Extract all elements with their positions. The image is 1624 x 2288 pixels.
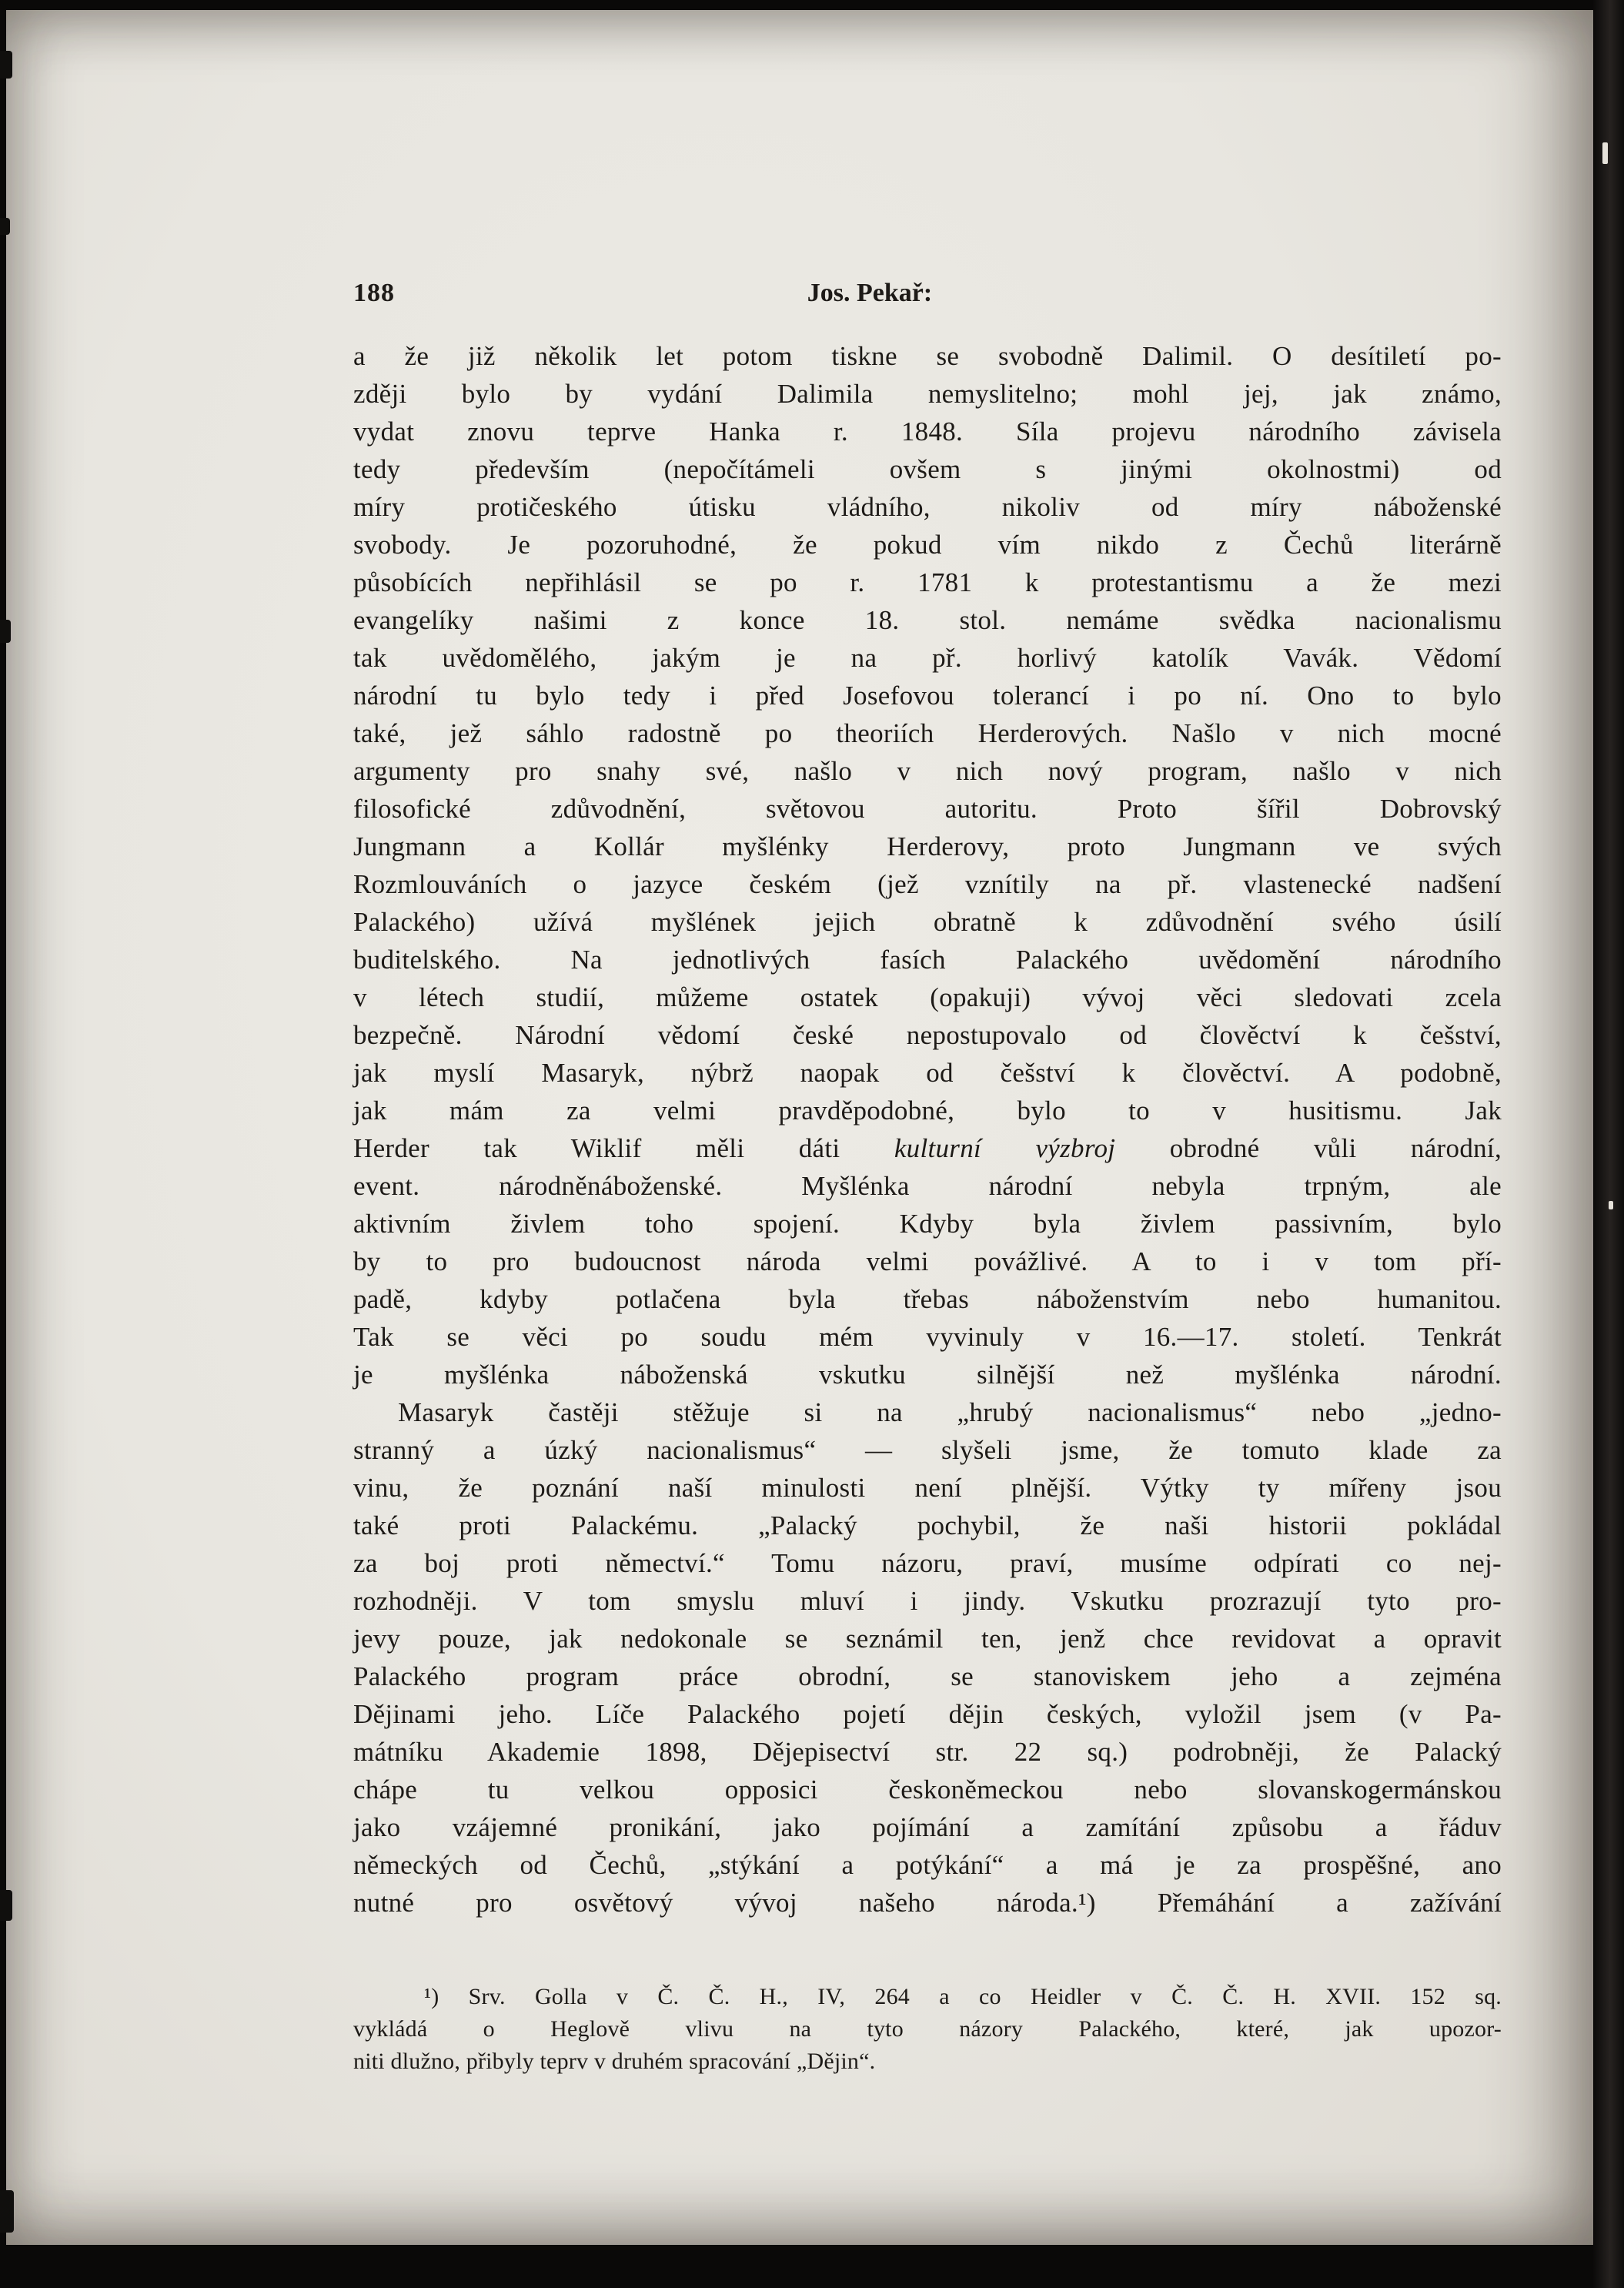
body-text-line: padě, kdyby potlačena byla třebas náboženstvím nebo humanitou. [353,1284,1502,1314]
body-text-line: Masaryk častěji stěžuje si na „hrubý nacionalismus“ nebo „jedno- [398,1397,1502,1427]
body-text-line: za boj proti němectví.“ Tomu názoru, praví, musíme odpírati co nej- [353,1548,1502,1578]
body-text-line: tak uvědomělého, jakým je na př. horlivý katolík Vavák. Vědomí [353,643,1502,673]
scan-left-mark [0,2190,14,2233]
page-number: 188 [353,279,395,307]
body-text-line: rozhodněji. V tom smyslu mluví i jindy. Vskutku prozrazují tyto pro- [353,1586,1502,1616]
body-text-line: Rozmlouváních o jazyce českém (jež vznítily na př. vlastenecké nadšení [353,869,1502,899]
body-text-line: německých od Čechů, „stýkání a potýkání“ a má je za prospěšné, ano [353,1850,1502,1880]
body-text-line: Palackého) užívá myšlének jejich obratně k zdůvodnění svého úsilí [353,907,1502,937]
body-text-line: také, jež sáhlo radostně po theoriích Herderových. Našlo v nich mocné [353,718,1502,748]
body-text-line: také proti Palackému. „Palacký pochybil, že naši historii pokládal [353,1510,1502,1540]
body-text-line: působících nepřihlásil se po r. 1781 k protestantismu a že mezi [353,567,1502,597]
body-text-line: zději bylo by vydání Dalimila nemyslitelno; mohl jej, jak známo, [353,379,1502,409]
body-text-line: buditelského. Na jednotlivých fasích Palackého uvědomění národního [353,945,1502,975]
book-page [6,10,1593,2245]
body-text-line: míry protičeského útisku vládního, nikoliv od míry náboženské [353,492,1502,522]
scan-white-speck [1602,142,1608,164]
footnote-line: ¹) Srv. Golla v Č. Č. H., IV, 264 a co Heidler v Č. Č. H. XVII. 152 sq. [424,1984,1502,2009]
body-text-line: v létech studií, můžeme ostatek (opakuji) vývoj věci sledovati zcela [353,982,1502,1012]
body-text-line: národní tu bylo tedy i před Josefovou tolerancí i po ní. Ono to bylo [353,681,1502,711]
body-text-line: evangelíky našimi z konce 18. stol. nemáme svědka nacionalismu [353,605,1502,635]
scan-edge-bottom [0,2245,1624,2288]
scan-edge-top [0,0,1624,10]
footnote-line: niti dlužno, přibyly teprv v druhém spracování „Dějin“. [353,2049,876,2074]
scan-edge-left [0,0,6,2288]
body-text-line: jak mám za velmi pravděpodobné, bylo to v husitismu. Jak [353,1095,1502,1126]
body-text-line: Palackého program práce obrodní, se stanoviskem jeho a zejména [353,1661,1502,1691]
body-text-line: mátníku Akademie 1898, Dějepisectví str. 22 sq.) podrobněji, že Palacký [353,1737,1502,1767]
body-text-line: by to pro budoucnost národa velmi povážlivé. A to i v tom pří- [353,1246,1502,1276]
body-text-line: event. národněnáboženské. Myšlénka národní nebyla trpným, ale [353,1171,1502,1201]
body-text-line: vinu, že poznání naší minulosti není plnější. Výtky ty mířeny jsou [353,1473,1502,1503]
body-text-line: Jungmann a Kollár myšlénky Herderovy, proto Jungmann ve svých [353,831,1502,861]
body-text-line: Tak se věci po soudu mém vyvinuly v 16.—17. století. Tenkrát [353,1322,1502,1352]
body-text-line: argumenty pro snahy své, našlo v nich nový program, našlo v nich [353,756,1502,786]
body-text-line: jak myslí Masaryk, nýbrž naopak od češství k člověctví. A podobně, [353,1058,1502,1088]
scan-left-mark [0,620,11,643]
body-text-line: a že již několik let potom tiskne se svobodně Dalimil. O desítiletí po- [353,341,1502,371]
body-text-line: filosofické zdůvodnění, světovou autoritu. Proto šířil Dobrovský [353,794,1502,824]
body-text-line: nutné pro osvětový vývoj našeho národa.¹) Přemáhání a zažívání [353,1888,1502,1918]
body-text-line: stranný a úzký nacionalismus“ — slyšeli jsme, že tomuto klade za [353,1435,1502,1465]
scan-left-mark [0,1890,12,1921]
scan-edge-right [1593,0,1624,2288]
body-text-line: Dějinami jeho. Líče Palackého pojetí dějin českých, vyložil jsem (v Pa- [353,1699,1502,1729]
page-header [353,276,1502,310]
body-text-line: je myšlénka náboženská vskutku silnější než myšlénka národní. [353,1360,1502,1390]
body-text-line: jevy pouze, jak nedokonale se seznámil ten, jenž chce revidovat a opravit [353,1624,1502,1654]
scan-left-mark [0,218,10,235]
scan-white-speck [1609,1201,1613,1209]
body-text-line: aktivním živlem toho spojení. Kdyby byla živlem passivním, bylo [353,1209,1502,1239]
body-text-line: bezpečně. Národní vědomí české nepostupovalo od člověctví k češství, [353,1020,1502,1050]
body-text-line: tedy především (nepočítámeli ovšem s jinými okolnostmi) od [353,454,1502,484]
scan-left-mark [0,51,12,79]
body-text-line: chápe tu velkou opposici českoněmeckou nebo slovanskogermánskou [353,1775,1502,1805]
running-title: Jos. Pekař: [807,279,933,307]
body-text-line: svobody. Je pozoruhodné, že pokud vím nikdo z Čechů literárně [353,530,1502,560]
footnote [353,1981,1502,2078]
footnote-line: vykládá o Heglově vlivu na tyto názory Palackého, které, jak upozor- [353,2016,1502,2042]
body-text [353,337,1502,1922]
body-text-line: jako vzájemné pronikání, jako pojímání a zamítání způsobu a řáduv [353,1812,1502,1842]
body-text-line: Herder tak Wiklif měli dáti kulturní výzbroj obrodné vůli národní, [353,1133,1502,1163]
body-text-line: vydat znovu teprve Hanka r. 1848. Síla projevu národního závisela [353,416,1502,447]
